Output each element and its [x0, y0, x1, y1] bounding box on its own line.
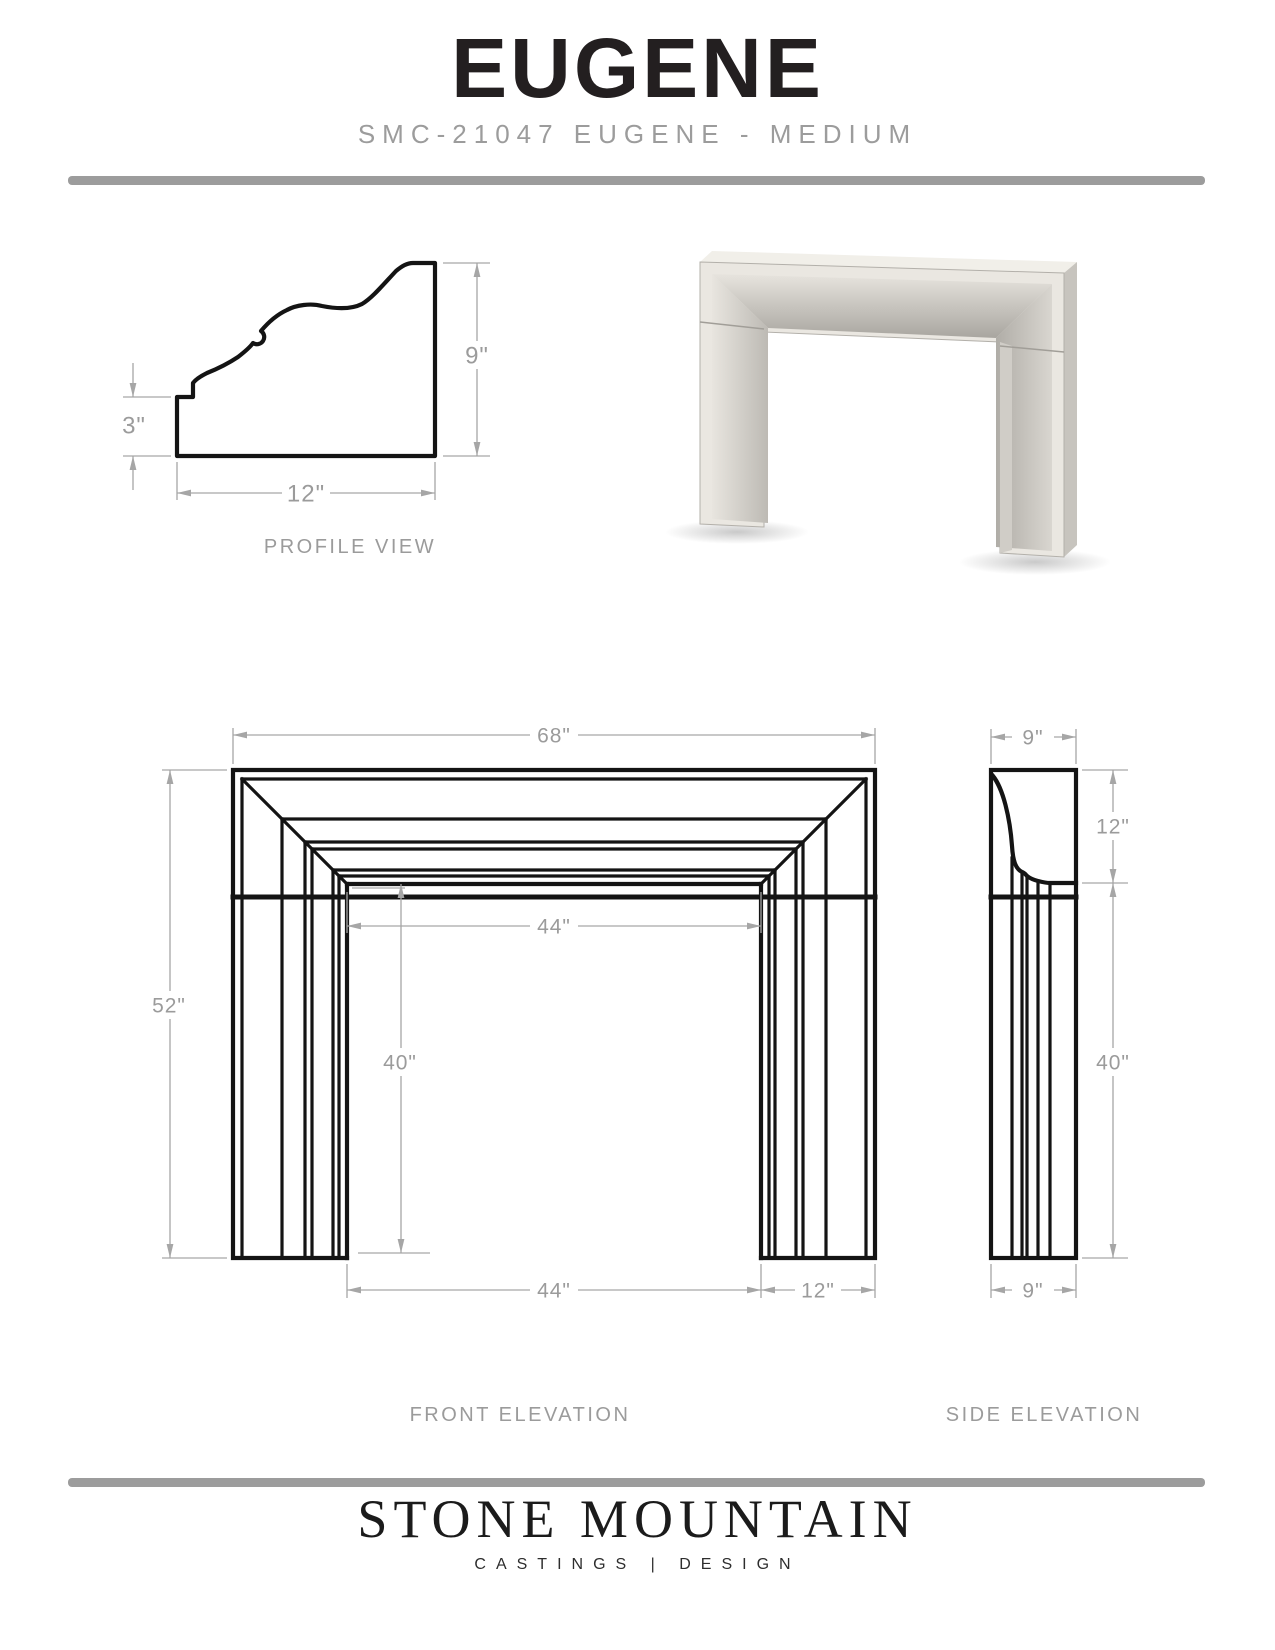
front-elevation-drawing [144, 722, 875, 1303]
brand-tagline: CASTINGS | DESIGN [474, 1556, 801, 1573]
side-leg-height-label: 40" [1096, 1051, 1130, 1075]
side-dim-9-top [991, 724, 1076, 764]
side-depth-top-label: 9" [1022, 726, 1044, 750]
page-title: EUGENE [451, 21, 824, 115]
side-elevation-caption: SIDE ELEVATION [945, 1404, 1143, 1426]
front-dim-44-bottom [347, 1264, 761, 1303]
render-right-end-face [1064, 262, 1077, 557]
side-outer-frame [991, 770, 1076, 1258]
front-dim-40 [358, 884, 430, 1253]
mantel-3d-render [665, 251, 1111, 575]
front-opening-width-top-label: 44" [537, 915, 571, 939]
side-dim-12 [1082, 770, 1137, 883]
profile-view-drawing [122, 263, 497, 508]
side-dim-9-bottom [991, 1264, 1076, 1303]
front-overall-height-label: 52" [152, 994, 186, 1018]
profile-width-dim-label: 12" [286, 480, 326, 508]
render-inner-right-jamb [1000, 342, 1012, 553]
profile-step-dim-label: 3" [122, 412, 146, 440]
side-header-height-label: 12" [1096, 815, 1130, 839]
profile-view-caption: PROFILE VIEW [263, 536, 437, 558]
bottom-divider [68, 1478, 1205, 1487]
side-moulding-lines [1012, 858, 1050, 1258]
side-depth-bottom-label: 9" [1022, 1279, 1044, 1303]
profile-height-dim-label: 9" [465, 342, 489, 370]
side-dim-40 [1082, 883, 1137, 1258]
profile-outline-path [177, 263, 435, 456]
front-leg-width-label: 12" [801, 1279, 835, 1303]
front-opening-width-bottom-label: 44" [537, 1279, 571, 1303]
side-elevation-drawing [991, 724, 1137, 1303]
front-dim-52 [144, 770, 227, 1258]
front-elevation-caption: FRONT ELEVATION [409, 1404, 631, 1426]
product-code-subtitle: SMC-21047 EUGENE - MEDIUM [357, 119, 918, 149]
profile-dim-9 [443, 263, 497, 456]
profile-dim-12 [177, 462, 435, 508]
side-profile-curve [993, 776, 1076, 883]
front-dim-12-leg [761, 1264, 875, 1303]
brand-logo-text: STONE MOUNTAIN [357, 1489, 918, 1549]
front-moulding-lines [242, 779, 866, 1258]
profile-dim-3 [122, 363, 171, 490]
front-overall-width-label: 68" [537, 724, 571, 748]
front-dim-68 [233, 722, 875, 764]
front-opening-height-label: 40" [383, 1051, 417, 1075]
